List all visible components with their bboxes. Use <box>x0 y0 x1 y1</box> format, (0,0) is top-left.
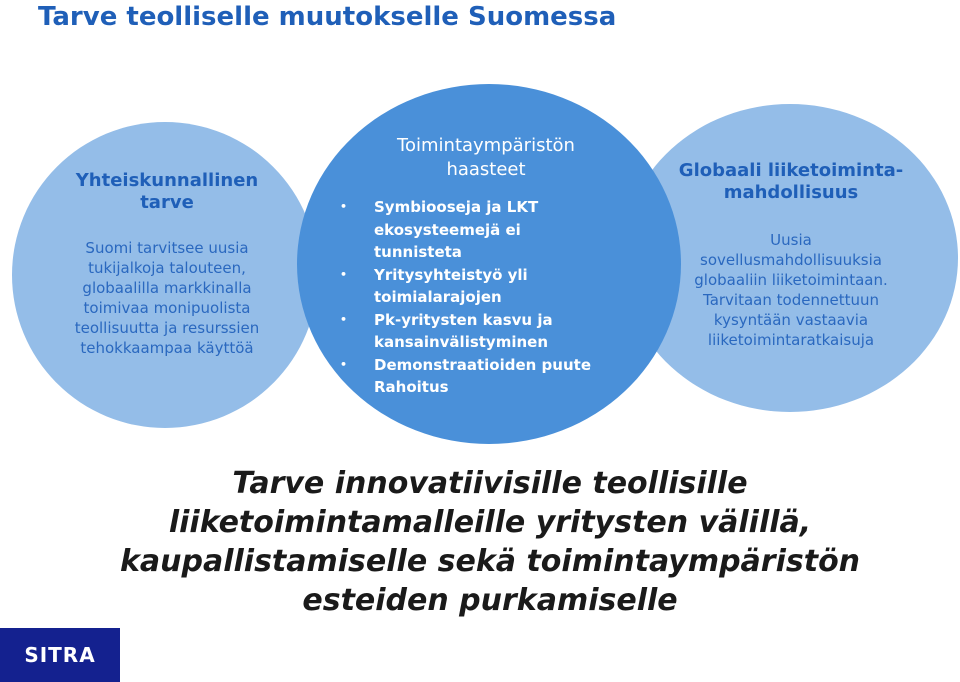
middle-heading <box>356 134 616 182</box>
bullet-icon: • <box>340 200 348 213</box>
left-body-line: Suomi tarvitsee uusia <box>85 239 249 257</box>
list-item <box>336 264 636 309</box>
list-item <box>336 196 636 264</box>
list-item-line: Pk-yritysten kasvu ja <box>374 310 553 329</box>
conclusion-line: kaupallistamiselle sekä toimintaympäristön <box>119 544 861 579</box>
bullet-icon: • <box>340 312 348 326</box>
list-item-line: toimialarajojen <box>374 288 502 306</box>
list-item-line: Yritysyhteistyö yli <box>374 265 528 284</box>
right-body-line: Tarvitaan todennettuun <box>703 291 879 309</box>
list-item-line: Demonstraatioiden puute <box>374 355 591 374</box>
left-body-line: tehokkaampaa käyttöä <box>80 339 254 357</box>
conclusion-line: esteiden purkamiselle <box>302 583 678 618</box>
list-item-line: tunnisteta <box>374 243 462 261</box>
right-circle-text <box>660 160 922 350</box>
right-heading <box>660 160 922 204</box>
slide-title: Tarve teolliselle muutokselle Suomessa <box>38 2 617 32</box>
conclusion-line: Tarve innovatiivisille teollisille <box>232 466 748 501</box>
conclusion-statement <box>80 464 900 620</box>
right-body-line: kysyntään vastaavia <box>713 311 869 329</box>
right-heading-line: Globaali liiketoiminta- <box>678 160 904 181</box>
left-body-line: tukijalkoja talouteen, <box>88 259 246 277</box>
right-body-line: Uusia <box>770 231 812 249</box>
left-body-line: toimivaa monipuolista <box>83 299 251 317</box>
middle-circle-text <box>336 134 636 399</box>
left-heading-line: Yhteiskunnallinen <box>75 170 259 191</box>
list-item-line: Rahoitus <box>374 378 449 396</box>
logo-text: SITRA <box>24 643 96 667</box>
bullet-icon: • <box>340 357 348 371</box>
right-body-line: sovellusmahdollisuuksia <box>700 251 882 269</box>
middle-bullet-list <box>336 196 636 399</box>
right-body <box>660 230 922 350</box>
left-heading-line: tarve <box>140 192 194 213</box>
bullet-icon: • <box>340 267 348 281</box>
list-item <box>336 376 636 399</box>
left-heading <box>52 170 282 214</box>
sitra-logo <box>0 628 120 682</box>
middle-heading-line: Toimintaympäristön <box>397 135 575 156</box>
conclusion-line: liiketoimintamalleille yritysten välillä, <box>168 505 812 540</box>
list-item <box>336 354 636 377</box>
left-circle-text <box>52 170 282 358</box>
list-item-line: Symbiooseja ja LKT <box>374 198 539 216</box>
list-item <box>336 309 636 354</box>
right-heading-line: mahdollisuus <box>723 182 859 203</box>
list-item-line: kansainvälistyminen <box>374 333 549 351</box>
left-body <box>52 238 282 358</box>
bullet-icon: • <box>340 380 348 393</box>
middle-heading-line: haasteet <box>446 159 526 180</box>
left-body-line: globaalilla markkinalla <box>82 279 252 297</box>
right-body-line: liiketoimintaratkaisuja <box>707 331 875 349</box>
left-body-line: teollisuutta ja resurssien <box>74 319 260 337</box>
list-item-line: ekosysteemejä ei <box>374 220 521 239</box>
right-body-line: globaaliin liiketoimintaan. <box>694 271 888 289</box>
